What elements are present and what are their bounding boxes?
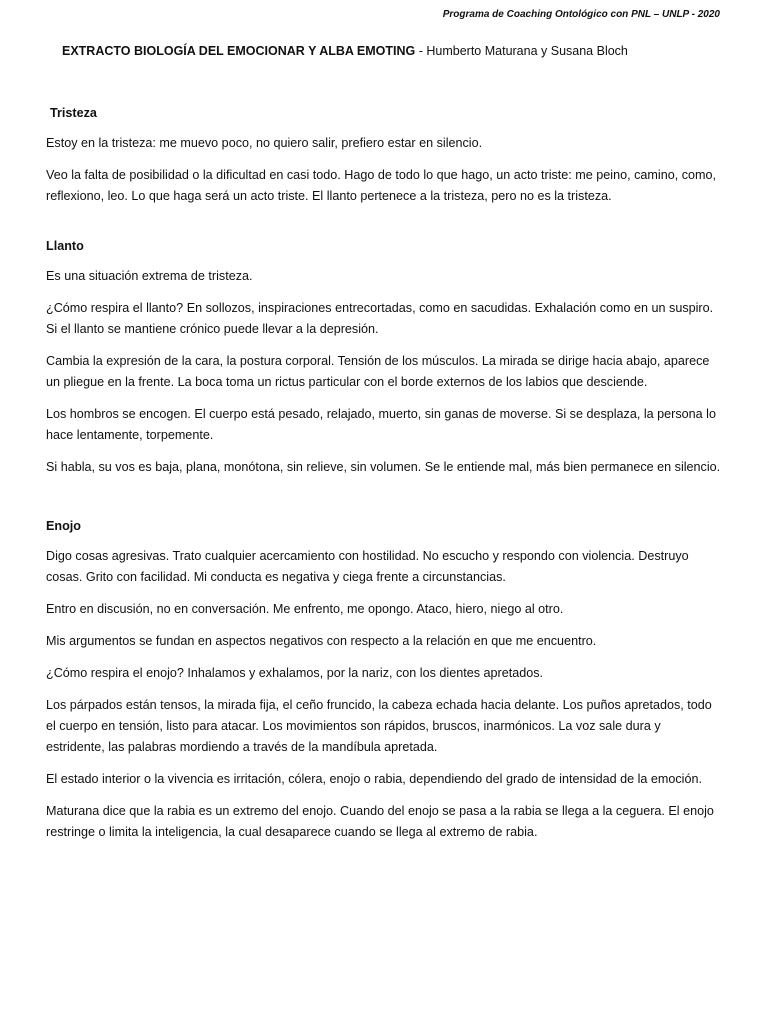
paragraph: Maturana dice que la rabia es un extremo del enojo. Cuando del enojo se pasa a la rabia se llega a la ceguera. El enojo restringe o limita la inteligencia, la cual desaparece cuando se llega al extremo de rabia. [46,804,714,839]
paragraph: Cambia la expresión de la cara, la postura corporal. Tensión de los músculos. La mirada se dirige hacia abajo, aparece un pliegue en la frente. La boca toma un rictus particular con el borde externos de los labios que desciende. [46,354,710,389]
section-heading: Tristeza [50,106,97,120]
section-tristeza [46,104,722,207]
paragraph: ¿Cómo respira el llanto? En sollozos, inspiraciones entrecortadas, como en sacudidas. Exhalación como en un suspiro. Si el llanto se mantiene crónico puede llevar a la depresión. [46,301,714,336]
paragraph: Mis argumentos se fundan en aspectos negativos con respecto a la relación en que me encuentro. [46,634,597,648]
paragraph: El estado interior o la vivencia es irritación, cólera, enojo o rabia, dependiendo del grado de intensidad de la emoción. [46,772,702,786]
section-heading: Enojo [46,519,81,533]
document-title-main: EXTRACTO BIOLOGÍA DEL EMOCIONAR Y ALBA EMOTING [62,44,416,58]
paragraph: Los hombros se encogen. El cuerpo está pesado, relajado, muerto, sin ganas de moverse. Si se desplaza, la persona lo hace lentamente, torpemente. [46,407,716,442]
document-body [46,104,722,873]
paragraph: Veo la falta de posibilidad o la dificultad en casi todo. Hago de todo lo que hago, un acto triste: me peino, camino, como, reflexiono, leo. Lo que haga será un acto triste. El llanto pertenece a la tristeza, pero no es la tristeza. [46,168,716,203]
paragraph: Los párpados están tensos, la mirada fija, el ceño fruncido, la cabeza echada hacia delante. Los puños apretados, todo el cuerpo en tensión, listo para atacar. Los movimientos son rápidos, bruscos, inarmónicos. La voz sale dura y estridente, las palabras mordiendo a través de la mandíbula apretada. [46,698,712,754]
paragraph: Si habla, su vos es baja, plana, monótona, sin relieve, sin volumen. Se le entiende mal, más bien permanece en silencio. [46,460,721,474]
paragraph: Estoy en la tristeza: me muevo poco, no quiero salir, prefiero estar en silencio. [46,136,483,150]
paragraph: Es una situación extrema de tristeza. [46,269,253,283]
paragraph: Digo cosas agresivas. Trato cualquier acercamiento con hostilidad. No escucho y respondo con violencia. Destruyo cosas. Grito con facilidad. Mi conducta es negativa y ciega frente a circunstancias. [46,549,689,584]
document-title [62,44,628,58]
section-heading: Llanto [46,239,84,253]
document-title-authors: - Humberto Maturana y Susana Bloch [415,44,628,58]
section-llanto [46,237,722,478]
page-header: Programa de Coaching Ontológico con PNL – UNLP - 2020 [442,9,720,20]
paragraph: ¿Cómo respira el enojo? Inhalamos y exhalamos, por la nariz, con los dientes apretados. [46,666,544,680]
paragraph: Entro en discusión, no en conversación. Me enfrento, me opongo. Ataco, hiero, niego al otro. [46,602,564,616]
section-enojo [46,517,722,843]
